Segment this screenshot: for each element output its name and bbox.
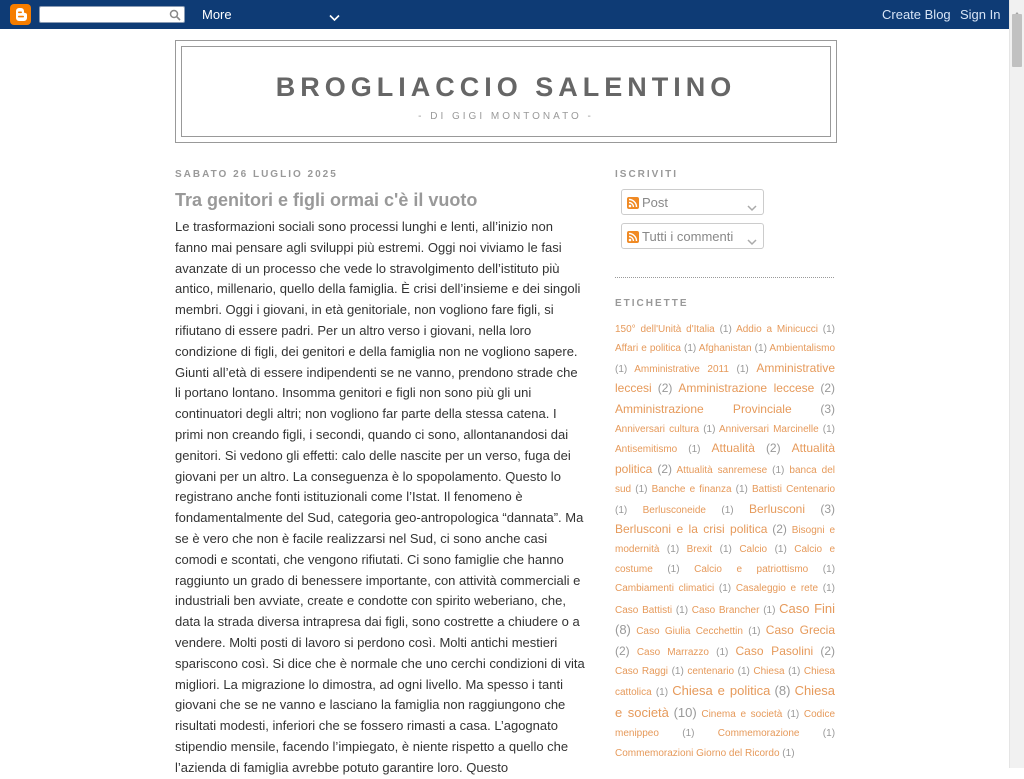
label-link[interactable]: Commemorazione — [717, 728, 800, 740]
label-count: (10) — [673, 704, 697, 720]
label-count: (1) — [774, 544, 787, 556]
blogger-navbar — [0, 0, 1009, 29]
label-count: (1) — [822, 583, 835, 595]
label-link[interactable]: Banche e finanza — [651, 484, 732, 496]
label-link[interactable]: Amministrative leccesi — [615, 360, 835, 396]
label-link[interactable]: centenario — [687, 665, 735, 677]
label-count: (1) — [719, 544, 732, 556]
subscribe-posts-dropdown[interactable] — [621, 189, 764, 215]
label-count: (2) — [657, 461, 673, 476]
label-link[interactable]: Berlusconi e la crisi politica — [615, 522, 768, 537]
label-link[interactable]: Caso Marrazzo — [636, 646, 709, 658]
label-link[interactable]: Attualità politica — [615, 441, 835, 476]
search-input[interactable] — [39, 6, 185, 23]
label-link[interactable]: Chiesa e società — [615, 683, 836, 720]
label-link[interactable]: banca del sud — [615, 464, 836, 496]
label-link[interactable]: Bisogni e modernità — [615, 525, 835, 556]
label-count: (1) — [822, 728, 836, 740]
label-count: (2) — [820, 381, 836, 396]
label-link[interactable]: Affari e politica — [615, 343, 681, 355]
label-link[interactable]: Calcio e costume — [615, 544, 836, 575]
label-count: (1) — [754, 343, 767, 355]
label-link[interactable]: Afghanistan — [698, 343, 752, 355]
blogger-logo-icon[interactable] — [10, 4, 31, 25]
chevron-down-icon[interactable] — [329, 9, 340, 27]
label-link[interactable]: Antisemitismo — [615, 444, 678, 456]
label-link[interactable]: Addio a Minicucci — [736, 324, 818, 335]
subscribe-heading: ISCRIVITI — [615, 169, 679, 180]
label-count: (1) — [635, 484, 648, 496]
sign-in-link[interactable]: Sign In — [960, 7, 1001, 22]
feed-icon — [627, 230, 639, 248]
chevron-down-icon[interactable] — [747, 233, 757, 251]
label-count: (1) — [737, 665, 750, 677]
label-count: (1) — [782, 747, 795, 759]
blog-header-inner — [181, 46, 831, 137]
label-link[interactable]: Berlusconi — [748, 501, 805, 516]
label-link[interactable]: Caso Fini — [779, 600, 836, 616]
label-link[interactable]: Attualità sanremese — [676, 464, 768, 476]
label-link[interactable]: Attualità — [711, 441, 755, 456]
label-count: (1) — [822, 424, 836, 436]
chevron-down-icon[interactable] — [747, 199, 757, 217]
label-link[interactable]: Ambientalismo — [769, 343, 836, 355]
label-link[interactable]: Calcio — [739, 544, 768, 556]
label-count: (1) — [684, 343, 697, 355]
label-count: (8) — [615, 622, 631, 638]
label-count: (1) — [788, 665, 801, 677]
label-link[interactable]: Codice menippeo — [615, 708, 836, 740]
label-count: (2) — [765, 441, 781, 456]
label-link[interactable]: Calcio e patriottismo — [694, 563, 809, 575]
label-count: (1) — [822, 324, 836, 335]
label-count: (1) — [735, 484, 748, 496]
label-count: (1) — [655, 687, 669, 699]
label-count: (2) — [615, 643, 630, 658]
label-count: (3) — [820, 401, 835, 416]
label-count: (1) — [675, 604, 689, 616]
label-count: (1) — [719, 324, 732, 335]
feed-icon — [627, 196, 639, 214]
label-link[interactable]: Caso Pasolini — [735, 643, 814, 658]
create-blog-link[interactable]: Create Blog — [882, 7, 951, 22]
label-count: (1) — [671, 665, 684, 677]
label-link[interactable]: Berlusconeide — [642, 504, 706, 516]
label-count: (2) — [657, 381, 673, 396]
label-count: (2) — [820, 643, 836, 658]
subscribe-comments-label: Tutti i commenti — [642, 229, 734, 244]
label-count: (1) — [716, 646, 729, 658]
label-count: (8) — [774, 683, 791, 699]
blog-title[interactable]: BROGLIACCIO SALENTINO — [275, 72, 737, 102]
more-menu[interactable]: More — [202, 7, 232, 22]
label-count: (1) — [703, 424, 716, 436]
label-count: (2) — [772, 522, 787, 537]
subscribe-posts-label: Post — [642, 195, 669, 210]
label-count: (3) — [820, 501, 836, 516]
label-link[interactable]: Cambiamenti climatici — [615, 583, 715, 595]
label-link[interactable]: Brexit — [686, 544, 713, 556]
label-cloud — [615, 320, 835, 763]
label-count: (1) — [615, 504, 628, 516]
label-link[interactable]: Caso Brancher — [691, 604, 760, 616]
label-count: (1) — [763, 604, 776, 616]
sidebar-divider — [615, 277, 834, 278]
blog-description: - DI GIGI MONTONATO - — [418, 111, 594, 122]
labels-heading: ETICHETTE — [615, 298, 689, 309]
label-count: (1) — [718, 583, 732, 595]
label-link[interactable]: Caso Raggi — [615, 665, 669, 677]
label-link[interactable]: Caso Battisti — [615, 604, 673, 616]
page-scrollbar[interactable] — [1009, 0, 1024, 768]
label-count: (1) — [721, 504, 734, 516]
label-count: (1) — [822, 563, 836, 575]
label-link[interactable]: 150° dell'Unità d'Italia — [615, 324, 715, 335]
label-count: (1) — [787, 708, 800, 720]
label-link[interactable]: Amministrazione leccese — [678, 381, 815, 396]
label-count: (1) — [682, 728, 695, 740]
label-count: (1) — [736, 363, 749, 375]
label-link[interactable]: Caso Grecia — [765, 623, 835, 638]
search-icon[interactable] — [169, 8, 181, 26]
label-link[interactable]: Chiesa — [753, 665, 785, 677]
label-link[interactable]: Amministrazione Provinciale — [615, 401, 792, 416]
blog-header — [175, 40, 837, 143]
label-count: (1) — [688, 444, 701, 456]
label-count: (1) — [666, 544, 680, 556]
label-link[interactable]: Caso Giulia Cecchettin — [636, 626, 743, 638]
label-link[interactable]: Chiesa cattolica — [615, 665, 835, 699]
label-count: (1) — [667, 563, 680, 575]
post-date: SABATO 26 LUGLIO 2025 — [175, 169, 338, 180]
label-count: (1) — [772, 464, 785, 476]
label-link[interactable]: Battisti Centenario — [751, 484, 836, 496]
label-link[interactable]: Commemorazioni Giorno del Ricordo — [615, 747, 780, 759]
label-count: (1) — [748, 626, 761, 638]
label-link[interactable]: Amministrative 2011 — [634, 363, 729, 375]
label-count: (1) — [615, 363, 628, 375]
label-link[interactable]: Cinema e società — [701, 708, 783, 720]
post-title[interactable]: Tra genitori e figli ormai c'è il vuoto — [175, 190, 478, 210]
label-link[interactable]: Anniversari Marcinelle — [719, 424, 819, 436]
subscribe-comments-dropdown[interactable] — [621, 223, 764, 249]
label-link[interactable]: Chiesa e politica — [672, 683, 771, 699]
scrollbar-thumb[interactable] — [1012, 14, 1022, 67]
post-body: Le trasformazioni sociali sono processi lunghi e lenti, all’inizio non fanno mai pensare agli sviluppi più estremi. Oggi noi viviamo le fasi avanzate di un processo che vede lo stravolgimento dell’istituto più antico, millenario, quello della famiglia. È crisi dell’insieme e dei singoli membri. Oggi i giovani, in età genitoriale, non vogliono fare figli, si rifiutano di essere padri. Per un altro verso i giovani, nella loro condizione di figli, dei genitori e della famiglia non ne vogliono sapere. Giunti all’età di essere indipendenti se ne vanno, prendono strade che li portano lontano. Insomma genitori e figli non sono più gli uni continuatori degli altri; non vogliono far parte della stessa catena. I primi non creando figli, i secondi, quando ci sono, allontanandosi dai genitori. Si vedono gli effetti: calo delle nascite per un verso, fuga dei giovani per un altro. La conseguenza è lo spopolamento. Questo lo registrano anche fonti istituzionali come l’Istat. Il fenomeno è fondamentalmente del Sud, categoria geo-antropologica “dannata”. Ma se è vero che non è facile realizzarsi nel Sud, ci sono anche casi comodi e scontati, che vengono rifiutati. Ci sono famiglie che hanno raggiunto un grado di benessere importante, con attività commerciali e industriali ben avviate, create e condotte con spirito weberiano, che, data la strada diversa intrapresa dai figli, sono costrette a chiudere o a vendere. Molti posti di lavoro si perdono così. Molti antichi mestieri spariscono così. Si dice che è normale che uno cerchi condizioni di vita migliori. La migrazione lo dimostra, ad ogni livello. Ma spesso i tanti giovani che se ne vanno e lasciano la famiglia non raggiungono che risultati modesti, inferiori che se fossero rimasti a casa. L’agognato stipendio mensile, facendo l’impiegato, è niente rispetto a quello che l’azienda di famiglia avrebbe potuto garantire loro. Questo — [175, 219, 585, 775]
label-link[interactable]: Casaleggio e rete — [735, 583, 819, 595]
label-link[interactable]: Anniversari cultura — [615, 424, 700, 436]
